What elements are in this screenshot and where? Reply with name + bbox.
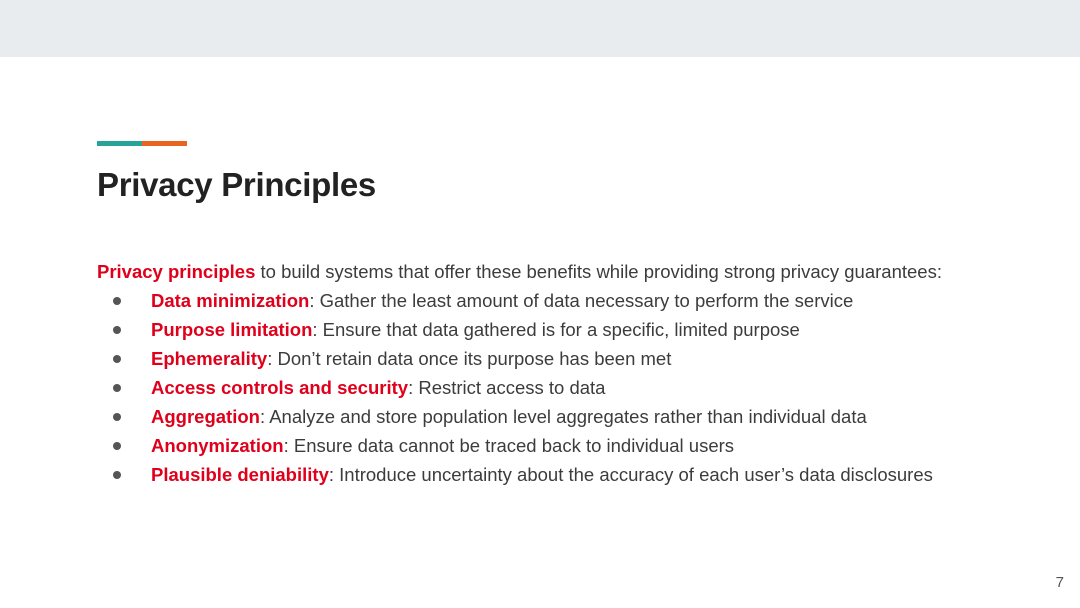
bullet-icon — [113, 297, 121, 305]
accent-teal-segment — [97, 141, 142, 146]
list-item — [97, 402, 1057, 431]
principle-term: Anonymization — [151, 435, 284, 456]
bullet-icon — [113, 384, 121, 392]
principle-term: Aggregation — [151, 406, 260, 427]
slide-body — [97, 257, 1057, 489]
list-item — [97, 344, 1057, 373]
bullet-icon — [113, 442, 121, 450]
list-item — [97, 373, 1057, 402]
list-item — [97, 431, 1057, 460]
intro-paragraph — [97, 257, 1057, 286]
title-accent-bar — [97, 141, 187, 146]
accent-orange-segment — [142, 141, 187, 146]
page-number: 7 — [1055, 574, 1064, 591]
bullet-icon — [113, 326, 121, 334]
bullet-icon — [113, 413, 121, 421]
principle-term: Purpose limitation — [151, 319, 313, 340]
list-item — [97, 286, 1057, 315]
principle-description: : Restrict access to data — [408, 377, 606, 398]
principles-list — [97, 286, 1057, 489]
principle-description: : Don’t retain data once its purpose has been met — [267, 348, 672, 369]
principle-description: : Analyze and store population level aggregates rather than individual data — [259, 406, 867, 427]
principle-term: Plausible deniability — [151, 464, 329, 485]
principle-description: : Ensure data cannot be traced back to individual users — [283, 435, 735, 456]
principle-description: : Introduce uncertainty about the accuracy of each user’s data disclosures — [328, 464, 933, 485]
intro-text: to build systems that offer these benefits while providing strong privacy guarantees: — [255, 261, 942, 282]
principle-term: Ephemerality — [151, 348, 268, 369]
slide-title: Privacy Principles — [97, 166, 376, 203]
list-item — [97, 315, 1057, 344]
list-item — [97, 460, 1057, 489]
bullet-icon — [113, 355, 121, 363]
principle-description: : Ensure that data gathered is for a specific, limited purpose — [312, 319, 800, 340]
principle-term: Access controls and security — [151, 377, 409, 398]
intro-highlight: Privacy principles — [97, 261, 256, 282]
principle-term: Data minimization — [151, 290, 310, 311]
bullet-icon — [113, 471, 121, 479]
header-band — [0, 0, 1080, 57]
principle-description: : Gather the least amount of data necessary to perform the service — [309, 290, 854, 311]
